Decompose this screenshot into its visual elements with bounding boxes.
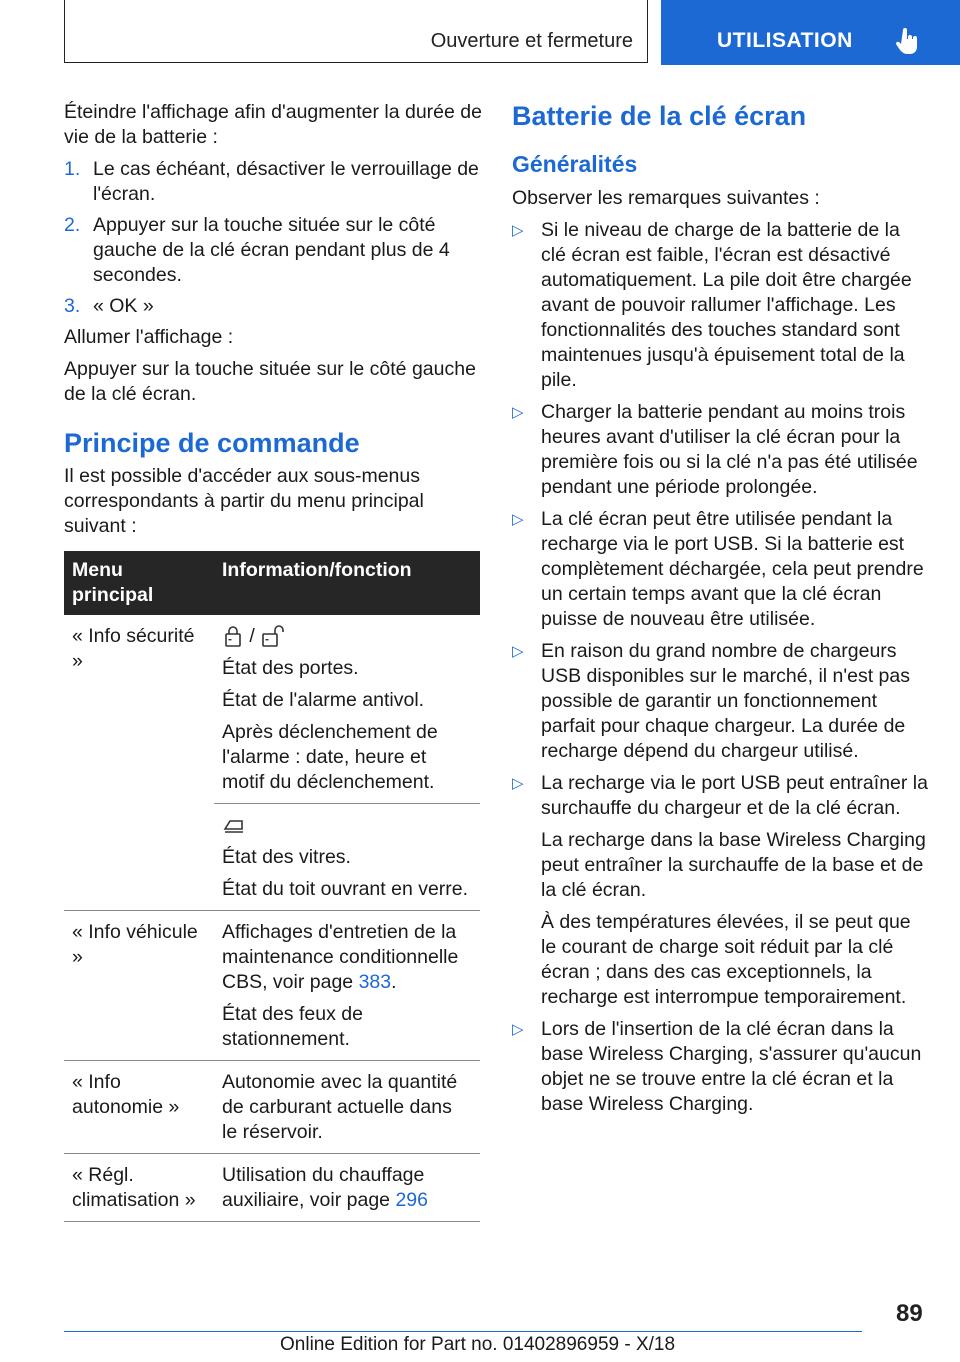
display-on-text: Appuyer sur la touche située sur le côté gauche de la clé écran. [64, 358, 476, 405]
hand-pointer-icon [895, 28, 921, 56]
step-number: 3. [64, 295, 81, 317]
info-cell [214, 804, 480, 911]
info-cell [214, 1154, 480, 1222]
service-info [222, 920, 472, 995]
list-item [512, 218, 928, 393]
step-item [64, 213, 482, 288]
note-text: Si le niveau de charge de la batterie de la clé écran est faible, l'écran est désactivé automatiquement. La pile doit être chargée avant de pouvoir rallumer l'affichage. Les fonctionnalités des touches standard sont maintenues jusqu'à épuisement total de la pile. [541, 219, 912, 391]
step-item [64, 294, 482, 319]
service-text: Affichages d'entretien de la maintenance conditionnelle CBS, voir page [222, 921, 459, 993]
table-row [64, 615, 480, 804]
triangle-bullet-icon: ▷ [512, 222, 524, 239]
section-intro-text: Il est possible d'accéder aux sous-menus correspondants à partir du menu principal suivant : [64, 465, 424, 537]
triangle-bullet-icon: ▷ [512, 643, 524, 660]
note-text-extra: La recharge dans la base Wireless Charging peut entraîner la surchauffe de la base et de la clé écran. [541, 829, 926, 901]
list-item [512, 507, 928, 632]
notes-list [512, 218, 928, 1117]
door-locked-icon [222, 625, 244, 649]
door-unlocked-icon [260, 625, 286, 649]
display-on-label: Allumer l'affichage : [64, 326, 234, 348]
list-item [512, 1017, 928, 1117]
menu-cell: « Info sécurité » [72, 625, 195, 672]
triangle-bullet-icon: ▷ [512, 511, 524, 528]
menu-cell: « Info autonomie » [64, 1061, 214, 1154]
triangle-bullet-icon: ▷ [512, 404, 524, 421]
page-link-296[interactable]: 296 [395, 1189, 428, 1211]
triangle-bullet-icon: ▷ [512, 775, 524, 792]
alarm-status: État de l'alarme antivol. [222, 689, 425, 711]
list-item [512, 400, 928, 500]
info-cell [214, 911, 480, 1061]
step-number: 1. [64, 158, 81, 180]
page-number: 89 [896, 1300, 923, 1327]
table-row [64, 1061, 480, 1154]
table-header-row [64, 551, 480, 615]
list-item [512, 639, 928, 764]
car-window-icon [222, 815, 246, 837]
table-row [64, 1154, 480, 1222]
list-item [512, 771, 928, 1010]
climate-text: Utilisation du chauffage auxiliaire, voir page [222, 1164, 425, 1211]
table-row [64, 911, 480, 1061]
table-row [64, 804, 480, 911]
window-icon-line [222, 813, 472, 838]
steps-list [64, 157, 482, 319]
subheading-general: Généralités [512, 151, 638, 177]
menu-cell: « Info véhicule » [64, 911, 214, 1061]
note-text: En raison du grand nombre de chargeurs USB disponibles sur le marché, il n'est pas possible de garantir un fonctionnement parfait pour chaque chargeur. La durée de recharge dépend du chargeur utilisé. [541, 640, 910, 762]
note-text-extra: À des températures élevées, il se peut que le courant de charge soit réduit par la clé écran ; dans des cas exceptionnels, la recharge est interrompue temporairement. [541, 911, 911, 1008]
step-item [64, 157, 482, 207]
notes-intro: Observer les remarques suivantes : [512, 187, 820, 209]
footer-divider [64, 1331, 862, 1332]
parking-lights-status: État des feux de stationnement. [222, 1003, 363, 1050]
table-header-menu: Menu principal [64, 551, 214, 615]
note-text: Lors de l'insertion de la clé écran dans la base Wireless Charging, s'assurer qu'aucun objet ne se trouve entre la clé écran et la base Wireless Charging. [541, 1018, 922, 1115]
triangle-bullet-icon: ▷ [512, 1021, 524, 1038]
windows-status: État des vitres. [222, 846, 351, 868]
page-link-383[interactable]: 383 [358, 971, 392, 993]
right-column [512, 100, 928, 1124]
info-cell [214, 615, 480, 804]
door-icons-line [222, 624, 472, 649]
table-header-info: Information/fonction [214, 551, 480, 615]
step-text: Appuyer sur la touche située sur le côté gauche de la clé écran pendant plus de 4 secondes. [93, 214, 450, 286]
step-text: Le cas échéant, désactiver le verrouillage de l'écran. [93, 158, 479, 205]
step-text: « OK » [93, 295, 154, 317]
roof-status: État du toit ouvrant en verre. [222, 878, 469, 900]
section-heading-battery: Batterie de la clé écran [512, 101, 807, 131]
alarm-detail: Après déclenchement de l'alarme : date, heure et motif du déclenchement. [222, 721, 438, 793]
step-number: 2. [64, 214, 81, 236]
icon-separator: / [249, 625, 255, 647]
note-text: La recharge via le port USB peut entraîner la surchauffe du chargeur et de la clé écran. [541, 772, 928, 819]
running-header-section [64, 0, 648, 63]
menu-cell: « Régl. climatisation » [64, 1154, 214, 1222]
header-chapter-title: UTILISATION [717, 29, 853, 52]
header-section-title: Ouverture et fermeture [430, 30, 633, 52]
left-column [64, 100, 482, 1222]
footer-edition: Online Edition for Part no. 01402896959 - X/18 [280, 1334, 676, 1355]
period: . [391, 971, 397, 993]
info-cell: Autonomie avec la quantité de carburant actuelle dans le réservoir. [214, 1061, 480, 1154]
doors-status: État des portes. [222, 657, 359, 679]
menu-table [64, 551, 480, 1222]
menu-cell-empty [64, 804, 214, 911]
running-header-chapter [661, 0, 960, 65]
intro-text: Éteindre l'affichage afin d'augmenter la durée de vie de la batterie : [64, 101, 482, 148]
note-text: Charger la batterie pendant au moins trois heures avant d'utiliser la clé écran pour la première fois ou si la clé n'a pas été utilisée pendant une période prolongée. [541, 401, 918, 498]
section-heading-operating: Principe de commande [64, 428, 360, 458]
note-text: La clé écran peut être utilisée pendant la recharge via le port USB. Si la batterie est complètement déchargée, cela peut prendre un certain temps avant que la clé écran puisse de nouveau être utilisée. [541, 508, 924, 630]
